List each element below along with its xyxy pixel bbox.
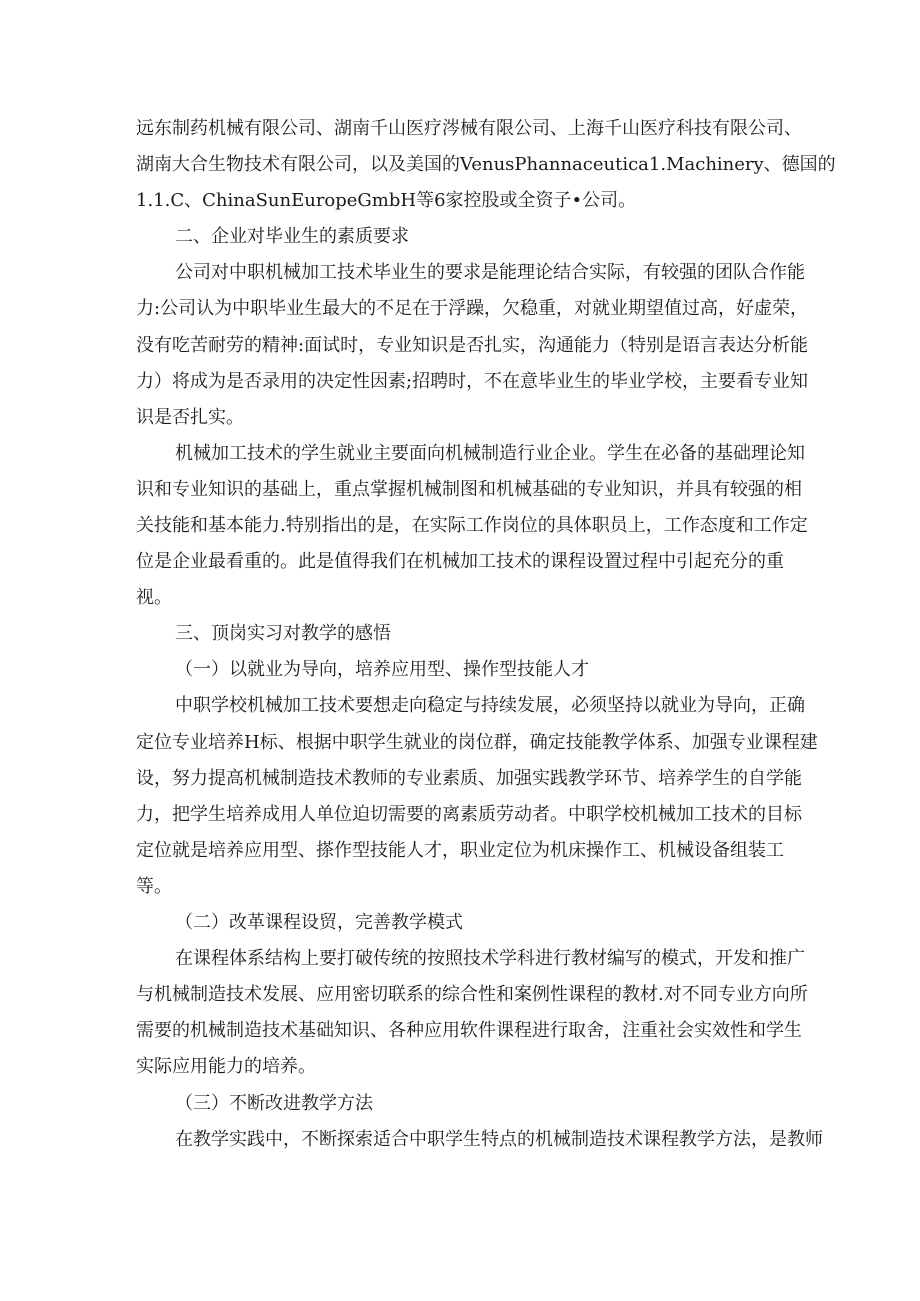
intro-line-3: 1.1.C、ChinaSunEuropeGmbH等6家控股或全资子•公司。 <box>136 190 637 211</box>
section2-para2-line-2: 识和专业知识的基础上，重点掌握机械制图和机械基础的专业知识，并具有较强的相 <box>136 479 802 500</box>
section3-sub1-line-2: 定位专业培养H标、根据中职学生就业的岗位群，确定技能教学体系、加强专业课程建 <box>136 732 818 753</box>
section3-sub3-heading: （三）不断改进教学方法 <box>175 1093 373 1114</box>
section3-sub2-line-3: 需要的机械制造技术基础知识、各种应用软件课程进行取舍，注重社会实效性和学生 <box>136 1020 802 1041</box>
section3-sub2-heading: （二）改革课程设贸，完善教学模式 <box>175 912 463 933</box>
section3-sub2-line-2: 与机械制造技术发展、应用密切联系的综合性和案例性课程的教材.对不同专业方向所 <box>136 984 808 1005</box>
section3-heading: 三、顶岗实习对教学的感悟 <box>175 623 391 644</box>
section3-sub1-line-4: 力，把学生培养成用人单位迫切需要的离素质劳动者。中职学校机械加工技术的目标 <box>136 804 802 825</box>
section2-para1-line-4: 力）将成为是否录用的决定性因素;招聘时，不在意毕业生的毕业学校，主要看专业知 <box>136 371 809 392</box>
section2-para1-line-5: 识是否扎实。 <box>136 407 244 428</box>
section2-para2-line-3: 关技能和基本能力.特别指出的是，在实际工作岗位的具体职员上，工作态度和工作定 <box>136 515 808 536</box>
section2-para1-line-1: 公司对中职机械加工技术毕业生的要求是能理论结合实际，有较强的团队合作能 <box>175 262 805 283</box>
section2-para2-line-5: 视。 <box>136 587 172 608</box>
section3-sub1-heading: （一）以就业为导向，培养应用型、操作型技能人才 <box>175 659 589 680</box>
section3-sub1-line-3: 设，努力提高机械制造技术教师的专业素质、加强实践教学环节、培养学生的自学能 <box>136 768 802 789</box>
section2-para2-line-4: 位是企业最看重的。此是值得我们在机械加工技术的课程设置过程中引起充分的重 <box>136 551 784 572</box>
section2-para1-line-3: 没有吃苦耐劳的精神:面试时，专业知识是否扎实，沟通能力（特别是语言表达分析能 <box>136 335 809 356</box>
section2-para2-line-1: 机械加工技术的学生就业主要面向机械制造行业企业。学生在必备的基础理论知 <box>175 443 805 464</box>
section2-heading: 二、企业对毕业生的素质要求 <box>175 226 409 247</box>
section3-sub1-line-1: 中职学校机械加工技术要想走向稳定与持续发展，必须坚持以就业为导向，正确 <box>175 695 805 716</box>
section3-sub2-line-1: 在课程体系结构上要打破传统的按照技术学科进行教材编写的模式，开发和推广 <box>175 948 805 969</box>
intro-line-2: 湖南大合生物技术有限公司，以及美国的VenusPhannaceutica1.Machinery、德国的 <box>136 154 836 175</box>
section3-sub3-line-1: 在教学实践中，不断探索适合中职学生特点的机械制造技术课程教学方法，是教师 <box>175 1129 823 1150</box>
section3-sub2-line-4: 实际应用能力的培养。 <box>136 1056 316 1077</box>
section3-sub1-line-6: 等。 <box>136 876 172 897</box>
intro-line-1: 远东制药机械有限公司、湖南千山医疗涔械有限公司、上海千山医疗科技有限公司、 <box>136 118 802 139</box>
section3-sub1-line-5: 定位就是培养应用型、搽作型技能人才，职业定位为机床操作工、机械设备组装工 <box>136 840 784 861</box>
section2-para1-line-2: 力:公司认为中职毕业生最大的不足在于浮躁，欠稳重，对就业期望值过高，好虚荣， <box>136 298 809 319</box>
